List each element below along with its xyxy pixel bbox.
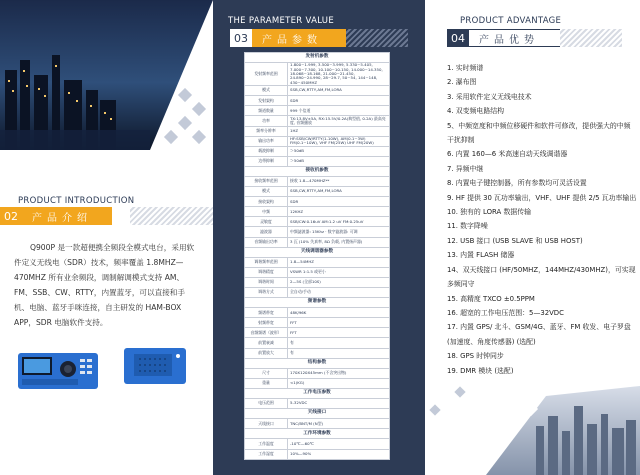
table-section-title: 发射机参数: [245, 53, 390, 63]
param-value: 1.8—54MHZ: [288, 257, 390, 267]
param-key: 频率分辨率: [245, 126, 288, 136]
table-row: [245, 237, 390, 247]
param-key: 工作温度: [245, 439, 288, 449]
param-value: FFT: [288, 318, 390, 328]
list-item: 13. 内置 FLASH 储器: [447, 251, 515, 260]
table-section-title: 工作环境参数: [245, 429, 390, 439]
param-key: 天线接口: [245, 419, 288, 429]
list-item: 11. 数字降噪: [447, 222, 488, 231]
advantage-section-number: 04: [447, 29, 469, 47]
param-key: 调谐频率范围: [245, 257, 288, 267]
intro-heading-en: PRODUCT INTRODUCTION: [18, 196, 135, 206]
param-key: 调谐精度: [245, 267, 288, 277]
parameter-table: [244, 52, 390, 460]
list-item: 16. 超宽的工作电压范围：5—32VDC: [447, 308, 564, 317]
param-key: 功率: [245, 116, 288, 126]
params-section-header: [230, 29, 350, 47]
param-value: SSB,CW,RTTY,AM,FM,LORA: [288, 86, 390, 96]
param-key: 音频频谱（波形）: [245, 328, 288, 338]
param-value: 1HZ: [288, 126, 390, 136]
list-item: 12. USB 接口 (USB SLAVE 和 USB HOST): [447, 236, 583, 245]
table-row: [245, 318, 390, 328]
radio-device-back-image: [122, 346, 188, 386]
param-key: 接收频率范围: [245, 176, 288, 186]
param-value: VSWR 1:1.5 或更小: [288, 267, 390, 277]
table-row: [245, 449, 390, 459]
table-section-title: 结构参数: [245, 358, 390, 368]
list-item: 14、双天线接口 (HF/50MHZ，144MHZ/430MHZ)，可实现多频同守: [447, 265, 636, 289]
table-section-row: [245, 388, 390, 398]
params-section-title: 产品参数: [252, 29, 350, 47]
table-row: [245, 176, 390, 186]
table-row: [245, 439, 390, 449]
table-row: [245, 227, 390, 237]
list-item: 5、中频宽度和中频位移硬件和软件可修改，提供强大的中频干扰抑制: [447, 121, 631, 145]
param-value: 中频滤波器: 15Khz · 数字滤波器: 可调: [288, 227, 390, 237]
table-row: [245, 257, 390, 267]
param-value: SSB/CW:0.16uV AM:1.2 uV FM:0.25uV: [288, 217, 390, 227]
advantage-list: [447, 61, 637, 378]
param-value: FFT: [288, 328, 390, 338]
stripe-decoration: [560, 29, 622, 47]
table-row: [245, 86, 390, 96]
stripe-decoration: [346, 29, 408, 47]
param-key: 中频: [245, 207, 288, 217]
param-value: <1(KG): [288, 378, 390, 388]
param-value: 3 瓦 (10% 失真率, 8Ω 负载, 内置扬声器): [288, 237, 390, 247]
table-row: [245, 328, 390, 338]
param-key: 电压范围: [245, 399, 288, 409]
list-item: 3. 采用软件定义无线电技术: [447, 92, 532, 101]
param-key: 射频带宽: [245, 318, 288, 328]
table-section-title: 频谱参数: [245, 298, 390, 308]
param-key: 边带抑制: [245, 156, 288, 166]
param-key: 模式: [245, 187, 288, 197]
param-key: 接收架构: [245, 197, 288, 207]
param-value: 48K/96K: [288, 308, 390, 318]
param-value: 全自动/手动: [288, 288, 390, 298]
table-section-row: [245, 247, 390, 257]
table-row: [245, 368, 390, 378]
table-row: [245, 207, 390, 217]
param-key: 载波抑制: [245, 146, 288, 156]
table-row: [245, 217, 390, 227]
table-row: [245, 277, 390, 287]
list-item: 2. 瀑布图: [447, 78, 477, 87]
table-section-title: 工作电压参数: [245, 388, 390, 398]
param-value: SDR: [288, 96, 390, 106]
table-row: [245, 399, 390, 409]
list-item: 4. 双变频电路结构: [447, 107, 504, 116]
param-key: 前置放大: [245, 348, 288, 358]
param-value: TNC/BNT/M (N型): [288, 419, 390, 429]
list-item: 10. 独有的 LORA 数据传输: [447, 208, 532, 217]
table-row: [245, 96, 390, 106]
param-value: 1.800~1.999, 3.500~3.999, 5.330~5.405, 7.000~7.300, 10.100~10.150, 14.000~14.350, 18.068~18.168, 21.000~21.450, 24.890~24.990, 28~29.7, 50~54, 144~148, 430~450MHZ: [288, 63, 390, 86]
table-row: [245, 156, 390, 166]
list-item: 6. 内置 160—6 米高速自动天线调谐器: [447, 150, 568, 159]
table-row: [245, 197, 390, 207]
param-value: SSB,CW,RTTY,AM,FM,LORA: [288, 187, 390, 197]
param-value: 有: [288, 348, 390, 358]
advantage-section-header: [447, 29, 570, 47]
intro-section-number: 02: [0, 207, 22, 225]
table-row: [245, 63, 390, 86]
param-value: SDR: [288, 197, 390, 207]
table-row: [245, 308, 390, 318]
param-value: TX:13.8V±5A, RX:15.5V/0.2A(典型值, 0.2A) 最高亮度, 音频播放: [288, 116, 390, 126]
table-section-title: 接收机参数: [245, 166, 390, 176]
table-section-row: [245, 298, 390, 308]
table-section-row: [245, 409, 390, 419]
param-key: 滤波器: [245, 227, 288, 237]
table-row: [245, 136, 390, 146]
param-key: 调谐时间: [245, 277, 288, 287]
table-row: [245, 146, 390, 156]
table-section-title: 天线调谐器参数: [245, 247, 390, 257]
param-value: 接收 1.8—470MHZ**: [288, 176, 390, 186]
list-item: 1. 实时频谱: [447, 64, 484, 72]
table-row: [245, 419, 390, 429]
param-value: 12KHZ: [288, 207, 390, 217]
list-item: 7. 异频中继: [447, 164, 484, 173]
diamond-pattern-decoration: [150, 88, 212, 148]
list-item: 9. HF 提供 30 瓦功率输出，VHF、UHF 提供 2/5 瓦功率输出: [447, 193, 637, 202]
param-key: 灵敏度: [245, 217, 288, 227]
param-value: 有: [288, 338, 390, 348]
stripe-decoration: [130, 207, 213, 225]
table-row: [245, 348, 390, 358]
table-row: [245, 288, 390, 298]
intro-paragraph: Q900P 是一款超便携全频段全模式电台，采用软件定义无线电（SDR）技术，频率覆盖 1.8MHZ—470MHZ 所有业余频段，调制解调模式支持 AM、FM、SSB、CW、RTTY，内置蓝牙，可以直接和手机、电脑、蓝牙手咪连接，自主研发的 HAM-BOX APP，SDR 电脑软件支持。: [14, 243, 195, 327]
list-item: 15. 高精度 TXCO ±0.5PPM: [447, 294, 535, 303]
list-item: 18. GPS 时钟同步: [447, 352, 504, 361]
table-section-row: [245, 166, 390, 176]
param-key: 输出功率: [245, 136, 288, 146]
radio-device-front-image: [16, 347, 100, 393]
param-key: 频谱带宽: [245, 308, 288, 318]
param-value: -10℃—60℃: [288, 439, 390, 449]
table-row: [245, 116, 390, 126]
param-key: 模式: [245, 86, 288, 96]
param-key: 工作湿度: [245, 449, 288, 459]
param-key: 发射频率范围: [245, 63, 288, 86]
param-key: 重量: [245, 378, 288, 388]
params-heading-en: THE PARAMETER VALUE: [228, 16, 334, 26]
list-item: 8. 内置电子键控制器，所有参数均可灵活设置: [447, 179, 587, 188]
param-value: 170X120X45mm (不含突出物): [288, 368, 390, 378]
table-row: [245, 378, 390, 388]
table-section-row: [245, 53, 390, 63]
table-section-row: [245, 429, 390, 439]
city-skyline-photo: [426, 376, 640, 475]
table-row: [245, 338, 390, 348]
param-value: HF:SSB/CW/RTTY(1-10W), AM(0.1~3W) FM(0.1~10W), VHF FM(25W) UHF FM(20W): [288, 136, 390, 146]
param-value: ＞50dB: [288, 156, 390, 166]
params-section-number: 03: [230, 29, 252, 47]
param-value: 5-32VDC: [288, 399, 390, 409]
param-key: 调谐方式: [245, 288, 288, 298]
param-value: 10%—90%: [288, 449, 390, 459]
param-key: 前置衰减: [245, 338, 288, 348]
table-row: [245, 106, 390, 116]
list-item: 19. DMR 模块 (选配): [447, 366, 514, 375]
table-row: [245, 267, 390, 277]
param-value: 2—5S (全部10S): [288, 277, 390, 287]
table-section-row: [245, 358, 390, 368]
advantage-section-title: 产品优势: [469, 29, 570, 47]
param-value: 999 个信道: [288, 106, 390, 116]
param-key: 音频输出功率: [245, 237, 288, 247]
table-row: [245, 187, 390, 197]
param-value: ＞50dB: [288, 146, 390, 156]
intro-section-title: 产品介绍: [22, 207, 112, 225]
table-row: [245, 126, 390, 136]
intro-section-header: [0, 207, 112, 225]
param-key: 发射架构: [245, 96, 288, 106]
param-key: 尺寸: [245, 368, 288, 378]
advantage-heading-en: PRODUCT ADVANTAGE: [460, 16, 562, 26]
param-key: 频道数量: [245, 106, 288, 116]
table-section-title: 天线接口: [245, 409, 390, 419]
list-item: 17. 内置 GPS/ 北斗、GSM/4G、蓝牙、FM 收发、电子罗盘 (加速度、角度传感器) (选配): [447, 323, 631, 346]
